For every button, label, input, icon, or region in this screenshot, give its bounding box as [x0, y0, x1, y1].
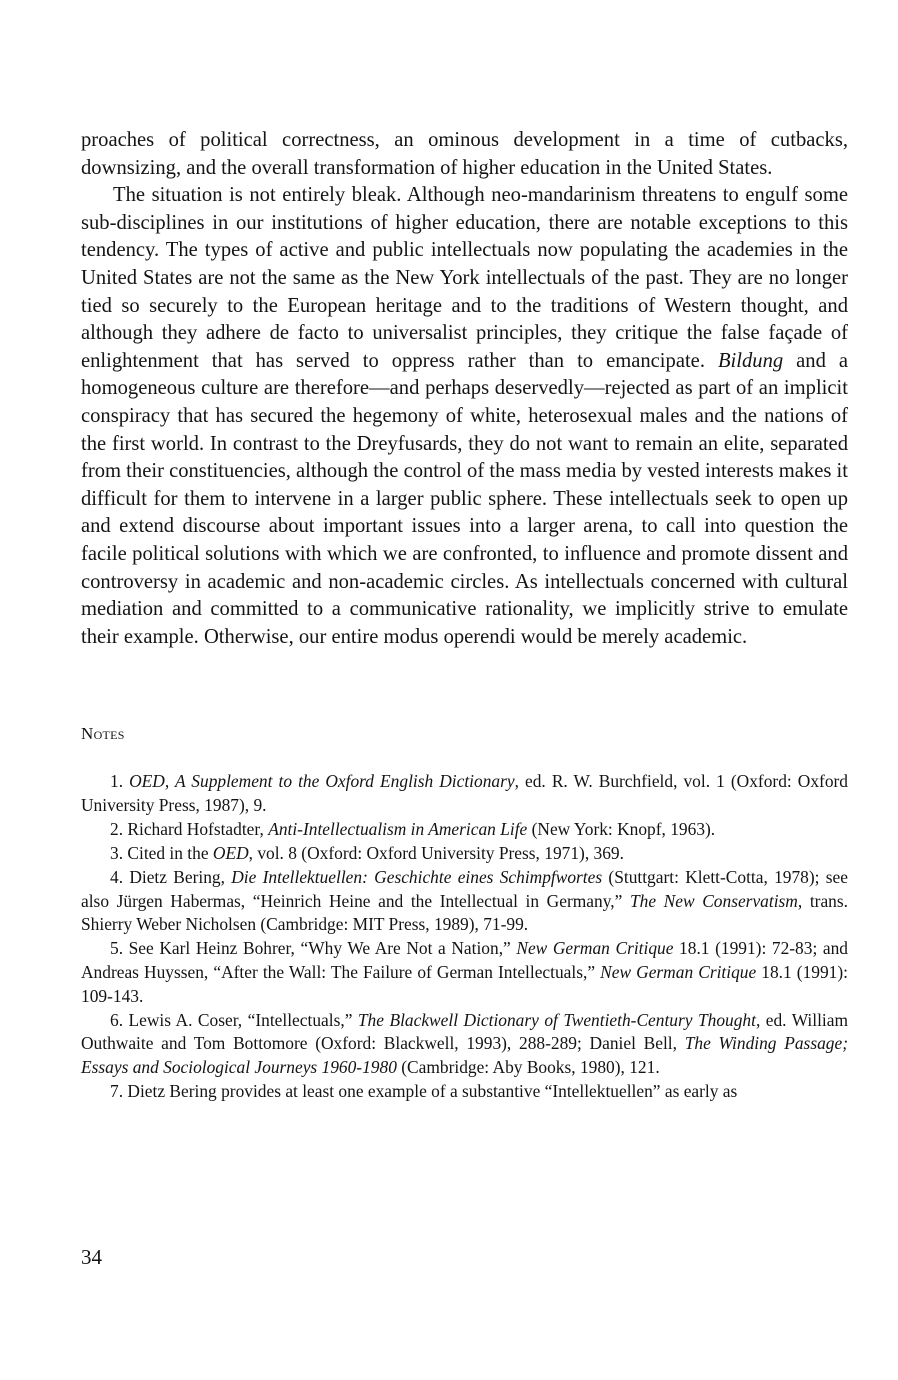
italic-text: The New Conservatism — [629, 890, 798, 911]
italic-text: The Winding Passage; Essays and Sociological Journeys 1960-1980 — [81, 1033, 848, 1077]
italic-text: The Blackwell Dictionary of Twentieth-Century Thought — [357, 1009, 756, 1030]
italic-text: New German Critique — [600, 962, 757, 983]
italic-text: OED, A Supplement to the Oxford English Dictionary — [129, 771, 515, 792]
italic-text: Bildung — [717, 349, 784, 372]
notes-list — [81, 770, 848, 1103]
note-1 — [81, 770, 848, 817]
text-run: and a homogeneous culture are therefore—and perhaps deservedly—rejected as part of an implicit conspiracy that has secured the hegemony of white, heterosexual males and the nations of the first world. In contrast to the Dreyfusards, they do not want to remain an elite, separated from their constituencies, although the control of the mass media by vested interests makes it difficult for them to intervene in a larger public sphere. These intellectuals seek to open up and extend discourse about important issues into a larger arena, to call into question the facile political solutions with which we are confronted, to influence and promote dissent and controversy in academic and non-academic circles. As intellectuals concerned with cultural mediation and committed to a communicative rationality, we implicitly strive to emulate their example. Otherwise, our entire modus operendi would be merely academic. — [81, 349, 848, 648]
text-run: , ed. William Outhwaite and Tom Bottomore (Oxford: Blackwell, 1993), 288-289; Daniel Bell, — [81, 1009, 848, 1054]
text-run: 18.1 (1991): 72-83; and Andreas Huyssen, “After the Wall: The Failure of German Intellectuals,” — [81, 938, 848, 983]
page-number: 34 — [81, 1245, 102, 1269]
italic-text: Die Intellektuellen: Geschichte eines Schimpfwortes — [231, 867, 603, 888]
note-5 — [81, 937, 848, 1008]
text-run: 7. Dietz Bering provides at least one example of a substantive “Intellektuellen” as early as — [110, 1081, 738, 1101]
italic-text: New German Critique — [516, 938, 674, 959]
paragraph — [81, 182, 848, 651]
text-run: proaches of political correctness, an ominous development in a time of cutbacks, downsizing, and the overall transformation of higher education in the United States. — [81, 129, 848, 179]
text-run: , trans. Shierry Weber Nicholsen (Cambridge: MIT Press, 1989), 71-99. — [81, 890, 848, 935]
text-run: 18.1 (1991): 109-143. — [81, 962, 848, 1006]
text-run: , ed. R. W. Burchfield, vol. 1 (Oxford: Oxford University Press, 1987), 9. — [81, 771, 848, 815]
paragraph — [81, 127, 848, 182]
text-run: 3. Cited in the — [110, 843, 213, 864]
text-run: , vol. 8 (Oxford: Oxford University Press, 1971), 369. — [248, 843, 624, 864]
text-run: (Cambridge: Aby Books, 1980), 121. — [396, 1056, 660, 1077]
italic-text: Anti-Intellectualism in American Life — [268, 818, 528, 839]
note-7 — [81, 1080, 848, 1104]
text-run: 4. Dietz Bering, — [110, 867, 232, 888]
note-6 — [81, 1009, 848, 1080]
italic-text: OED — [212, 843, 249, 864]
note-3 — [81, 842, 848, 866]
body-text — [81, 127, 848, 651]
page-content — [81, 127, 848, 1104]
text-run: 1. — [110, 771, 130, 792]
text-run: (Stuttgart: Klett-Cotta, 1978); see also Jürgen Habermas, “Heinrich Heine and the Intellectual in Germany,” — [81, 867, 848, 911]
note-4 — [81, 866, 848, 937]
text-run: 5. See Karl Heinz Bohrer, “Why We Are Not a Nation,” — [110, 938, 517, 959]
text-run: 2. Richard Hofstadter, — [110, 818, 269, 839]
note-2 — [81, 818, 848, 842]
text-run: 6. Lewis A. Coser, “Intellectuals,” — [110, 1009, 358, 1030]
notes-heading: Notes — [81, 724, 125, 744]
text-run: (New York: Knopf, 1963). — [527, 818, 716, 839]
text-run: The situation is not entirely bleak. Although neo-mandarinism threatens to engulf some sub-disciplines in our institutions of higher education, there are notable exceptions to this tendency. The types of active and public intellectuals now populating the academies in the United States are not the same as the New York intellectuals of the past. They are no longer tied so securely to the European heritage and to the traditions of Western thought, and although they adhere de facto to universalist principles, they critique the false façade of enlightenment that has served to oppress rather than to emancipate. — [81, 184, 848, 372]
